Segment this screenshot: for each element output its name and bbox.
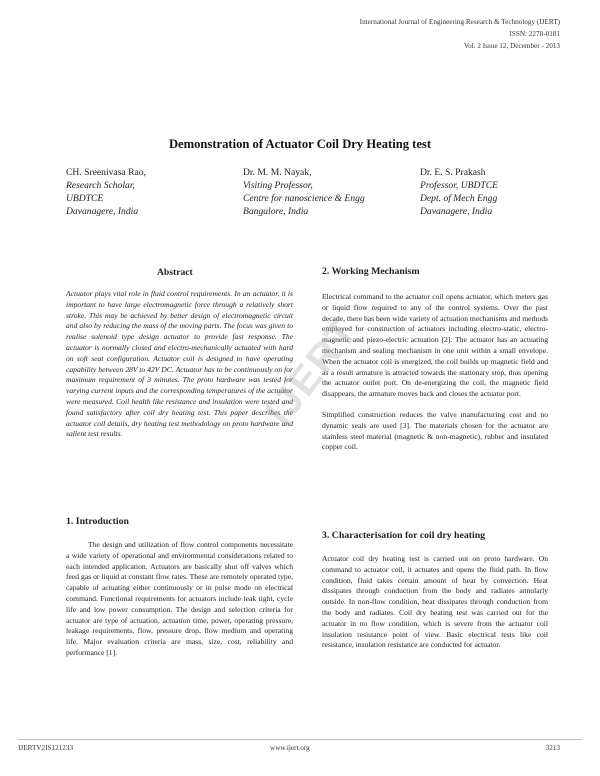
footer-page-number: 3213: [545, 744, 560, 752]
introduction-heading: 1. Introduction: [66, 516, 129, 527]
working-section: [322, 266, 548, 453]
author-3-name: Dr. E. S. Prakash: [420, 167, 486, 178]
journal-name: International Journal of Engineering Research & Technology (IJERT): [359, 18, 560, 26]
journal-header: [360, 16, 560, 52]
author-1: [66, 166, 236, 218]
author-2-line-2: Centre for nanoscience & Engg: [243, 193, 365, 204]
abstract-text: [66, 289, 293, 440]
author-3-line-3: Davanagere, India: [420, 206, 493, 217]
introduction-paragraph: The design and utilization of flow control components necessitate a wide variety of operational and environmental considerations related to each intended application. Actuators are basically shut off valves which feed gas or liquid at constant flow rates. These are remotely operated type, capable of actuating either continuously or in pulse mode on electrical command. Functional requirements for actuators include leak tight, cycle life and low power consumption. The design and selection criteria for actuator are type of actuation, actuation time, power, operating pressure, leakage requirements, flow, pressure drop, flow medium and operating life. Major evaluation criteria are mass, size, cost, reliability and performance [1].: [66, 540, 293, 657]
author-3-line-2: Dept. of Mech Engg: [420, 193, 498, 204]
working-heading: 2. Working Mechanism: [322, 266, 420, 277]
abstract-paragraph: Actuator plays vital role in fluid control requirements. In an actuator, it is important to have large electromagnetic force through a relatively short stroke. This may be achieved by better design of electromagnetic circuit and also by reducing the mass of the moving parts. The focus was given to realise solenoid type design actuator to provide fast response. The actuator is normally closed and electro-mechanically actuated with hard on soft seat configuration. Actuator coil is designed to have operating capability between 28V to 42V DC. Actuator has to be continuously on for maximum requirement of 3 minutes. The proto hardware was tested for varying current inputs and the corresponding temperatures of the actuator were measured. Coil health like resistance and insulation were tested and found satisfactory after coil dry heating test. This paper describes the actuator coil details, dry heating test methodology on proto hardware and salient test results.: [66, 289, 293, 439]
paper-title: Demonstration of Actuator Coil Dry Heating test: [168, 137, 432, 151]
characterisation-paragraph: Actuator coil dry heating test is carried out on proto hardware. On command to actuator coil, it actuates and opens the fluid path. In flow condition, fluid takes certain amount of heat by convection. Heat dissipates through conduction from the body and radiates annularly outside. In non-flow condition, heat dissipates through conduction from the body and radiates. Coil dry heating test was carried out for the actuator in no flow condition, which is severe from the actuator coil insulation resistance point of view. Basic electrical tests like coil resistance, insulation resistance are conducted for actuator.: [322, 554, 548, 650]
author-3-line-1: Professor, UBDTCE: [420, 180, 498, 191]
author-2-line-3: Bangalore, India: [243, 206, 309, 217]
author-2-line-1: Visiting Professor,: [243, 180, 313, 191]
introduction-section: [66, 516, 293, 659]
footer-paper-id: IJERTV2IS121233: [18, 744, 74, 752]
footer-divider: [18, 739, 582, 740]
author-1-name: CH. Sreenivasa Rao,: [66, 167, 146, 178]
working-paragraph-2: Simplified construction reduces the valve manufacturing cost and no dynamic seals are used [3]. The materials chosen for the actuator are stainless steel material (magnetic & non-magnetic), rubber and insulated copper coil.: [322, 409, 548, 452]
journal-volume: Vol. 2 Issue 12, December - 2013: [463, 42, 560, 50]
author-2-name: Dr. M. M. Nayak,: [243, 167, 312, 178]
author-1-line-1: Research Scholar,: [66, 180, 135, 191]
journal-issn: ISSN: 2278-0181: [509, 30, 560, 38]
footer-website-link[interactable]: www.ijert.org: [270, 744, 310, 752]
author-3: [420, 166, 590, 218]
ijert-watermark: IJERT: [256, 309, 368, 434]
working-paragraph-1: Electrical command to the actuator coil opens actuator, which meters gas or liquid flow required to any of the control systems. Over the past decade, there has been wide variety of actuation mechanisms and methods employed for construction of actuators including electro-static, electro-magnetic and piezo-electric actuation [2]. The actuator has an actuating mechanism and sealing mechanism in one unit within a small envelope. When the actuator coil is energized, the coil builds up magnetic field and as a result armature is attracted towards the stationary stop, thus opening the actuator outlet port. On de-energizing the coil, the magnetic field disappears, the armature moves back and closes the actuator port.: [322, 292, 548, 399]
characterisation-section: [322, 530, 548, 651]
abstract-heading: Abstract: [157, 267, 193, 278]
author-1-line-3: Davanagere, India: [66, 206, 139, 217]
author-1-line-2: UBDTCE: [66, 193, 104, 204]
author-2: [243, 166, 413, 218]
characterisation-heading: 3. Characterisation for coil dry heating: [322, 530, 486, 541]
